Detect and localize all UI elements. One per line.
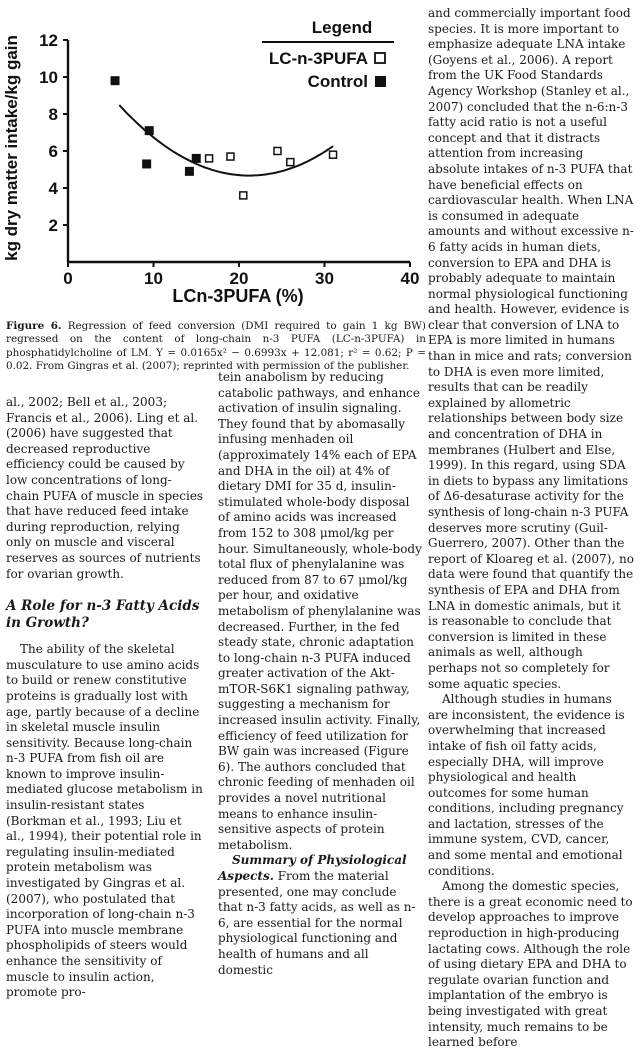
- figure-label: Figure 6.: [6, 320, 62, 332]
- y-tick-label: 12: [39, 31, 58, 50]
- lcn3pufa-point: [330, 151, 337, 158]
- data-points: [111, 76, 337, 199]
- regression-curve: [119, 105, 333, 176]
- y-axis-label: kg dry matter intake/kg gain: [2, 35, 21, 261]
- control-point: [145, 126, 154, 135]
- text-column-2: [218, 370, 424, 978]
- figure-6-chart: [0, 0, 420, 310]
- x-tick-label: 40: [400, 269, 420, 288]
- legend-entry-lcn3pufa: LC-n-3PUFA: [268, 49, 368, 68]
- lcn3pufa-point: [206, 155, 213, 162]
- control-point: [192, 154, 201, 163]
- legend: [262, 18, 394, 91]
- paragraph: Although studies in humans are inconsistent, the evidence is overwhelming that increased intake of fish oil fatty acids, especially DHA, will improve physiological and health outcomes for some human conditions, including pregnancy and lactation, stresses of the immune system, CVD, cancer, and some mental and emotional conditions.: [428, 692, 625, 878]
- paragraph: al., 2002; Bell et al., 2003; Francis et al., 2006). Ling et al. (2006) have suggested that decreased reproductive efficiency could be caused by low concentrations of long-chain PUFA of muscle in species that have reduced feed intake during reproduction, relying only on muscle and visceral reserves as sources of nutrients for ovarian growth.: [6, 395, 204, 581]
- paragraph-text: From the material presented, one may conclude that n-3 fatty acids, as well as n-6, are essential for the normal physiological functioning and health of humans and all domestic: [218, 869, 416, 977]
- legend-title: Legend: [311, 18, 373, 37]
- legend-open-square-marker: [375, 53, 385, 63]
- control-point: [185, 167, 194, 176]
- legend-filled-square-marker: [375, 76, 386, 87]
- caption-text: Regression of feed conversion (DMI required to gain 1 kg BW) regressed on the content of long-chain n-3 PUFA (LC-n-3PUFA) in phosphatidylcholine of LM. Y = 0.0165x² − 0.6993x + 12.081; r² = 0.62; P = 0.02. From Gingras et al. (2007); reprinted with permission of the publisher.: [6, 320, 426, 372]
- figure-caption: [6, 320, 426, 373]
- legend-entry-control: Control: [307, 72, 368, 91]
- y-tick-label: 10: [39, 68, 58, 87]
- y-tick-label: 6: [48, 142, 58, 161]
- y-tick-label: 4: [48, 179, 58, 198]
- lcn3pufa-point: [287, 159, 294, 166]
- control-point: [142, 159, 151, 168]
- paragraph: tein anabolism by reducing catabolic pathways, and enhance activation of insulin signaling. They found that by abomasally infusing menhaden oil (approximately 14% each of EPA and DHA in the oil) at 4% of dietary DMI for 35 d, insulin-stimulated whole-body disposal of amino acids was increased from 152 to 308 μmol/kg per hour. Simultaneously, whole-body total flux of phenylalanine was reduced from 87 to 67 μmol/kg per hour, and oxidative metabolism of phenylalanine was decreased. Further, in the fed steady state, chronic adaptation to long-chain n-3 PUFA induced greater activation of the Akt-mTOR-S6K1 signaling pathway, suggesting a mechanism for increased insulin activity. Finally, efficiency of feed utilization for BW gain was increased (Figure 6). The authors concluded that chronic feeding of menhaden oil provides a novel nutritional means to enhance insulin-sensitive aspects of protein metabolism.: [218, 370, 422, 852]
- chart-svg: [0, 0, 420, 310]
- control-point: [111, 76, 120, 85]
- x-tick-label: 20: [229, 269, 249, 288]
- x-axis-label: LCn-3PUFA (%): [172, 286, 304, 306]
- lcn3pufa-point: [227, 153, 234, 160]
- lcn3pufa-point: [240, 192, 247, 199]
- run-in-heading: Summary of Physiological Aspects.: [218, 853, 407, 883]
- y-tick-label: 8: [48, 105, 58, 124]
- text-column-3: [428, 6, 634, 1051]
- paragraph: Among the domestic species, there is a great economic need to develop approaches to improve reproduction in high-producing lactating cows. Although the role of using dietary EPA and DHA to regulate ovarian function and implantation of the embryo is being investigated with great intensity, much remains to be learned before: [428, 879, 633, 1050]
- text-column-1: [6, 395, 204, 1001]
- paragraph: [218, 853, 424, 978]
- x-tick-label: 30: [315, 269, 334, 288]
- y-tick-label: 2: [48, 216, 58, 235]
- section-heading: A Role for n-3 Fatty Acids in Growth?: [6, 598, 200, 632]
- x-tick-label: 0: [63, 269, 73, 288]
- x-tick-label: 10: [144, 269, 163, 288]
- paragraph: and commercially important food species. It is more important to emphasize adequate LNA intake (Goyens et al., 2006). A report from the UK Food Standards Agency Workshop (Stanley et al., 2007) concluded that the n-6:n-3 fatty acid ratio is not a useful concept and that it distracts attention from increasing absolute intakes of n-3 PUFA that have beneficial effects on cardiovascular health. When LNA is consumed in adequate amounts and without excessive n-6 fatty acids in human diets, conversion to EPA and DHA is probably adequate to maintain normal physiological functioning and health. However, evidence is clear that conversion of LNA to EPA is more limited in humans than in mice and rats; conversion to DHA is even more limited, results that can be readily explained by allometric relationships between body size and concentration of DHA in membranes (Hulbert and Else, 1999). In this regard, using SDA in diets to bypass any limitations of Δ6-desaturase activity for the synthesis of long-chain n-3 PUFA deserves more scrutiny (Guil-Guerrero, 2007). Other than the report of Kloareg et al. (2007), no data were found that quantify the synthesis of EPA and DHA from LNA in domestic animals, but it is reasonable to conclude that conversion is limited in these animals as well, although perhaps not so completely for some aquatic species.: [428, 6, 634, 691]
- lcn3pufa-point: [274, 148, 281, 155]
- paragraph: The ability of the skeletal musculature to use amino acids to build or renew constitutive proteins is gradually lost with age, partly because of a decline in skeletal muscle insulin sensitivity. Because long-chain n-3 PUFA from fish oil are known to improve insulin-mediated glucose metabolism in insulin-resistant states (Borkman et al., 1993; Liu et al., 1994), their potential role in regulating insulin-mediated protein metabolism was investigated by Gingras et al. (2007), who postulated that incorporation of long-chain n-3 PUFA into muscle membrane phospholipids of steers would enhance the sensitivity of muscle to insulin action, promote pro-: [6, 642, 203, 1000]
